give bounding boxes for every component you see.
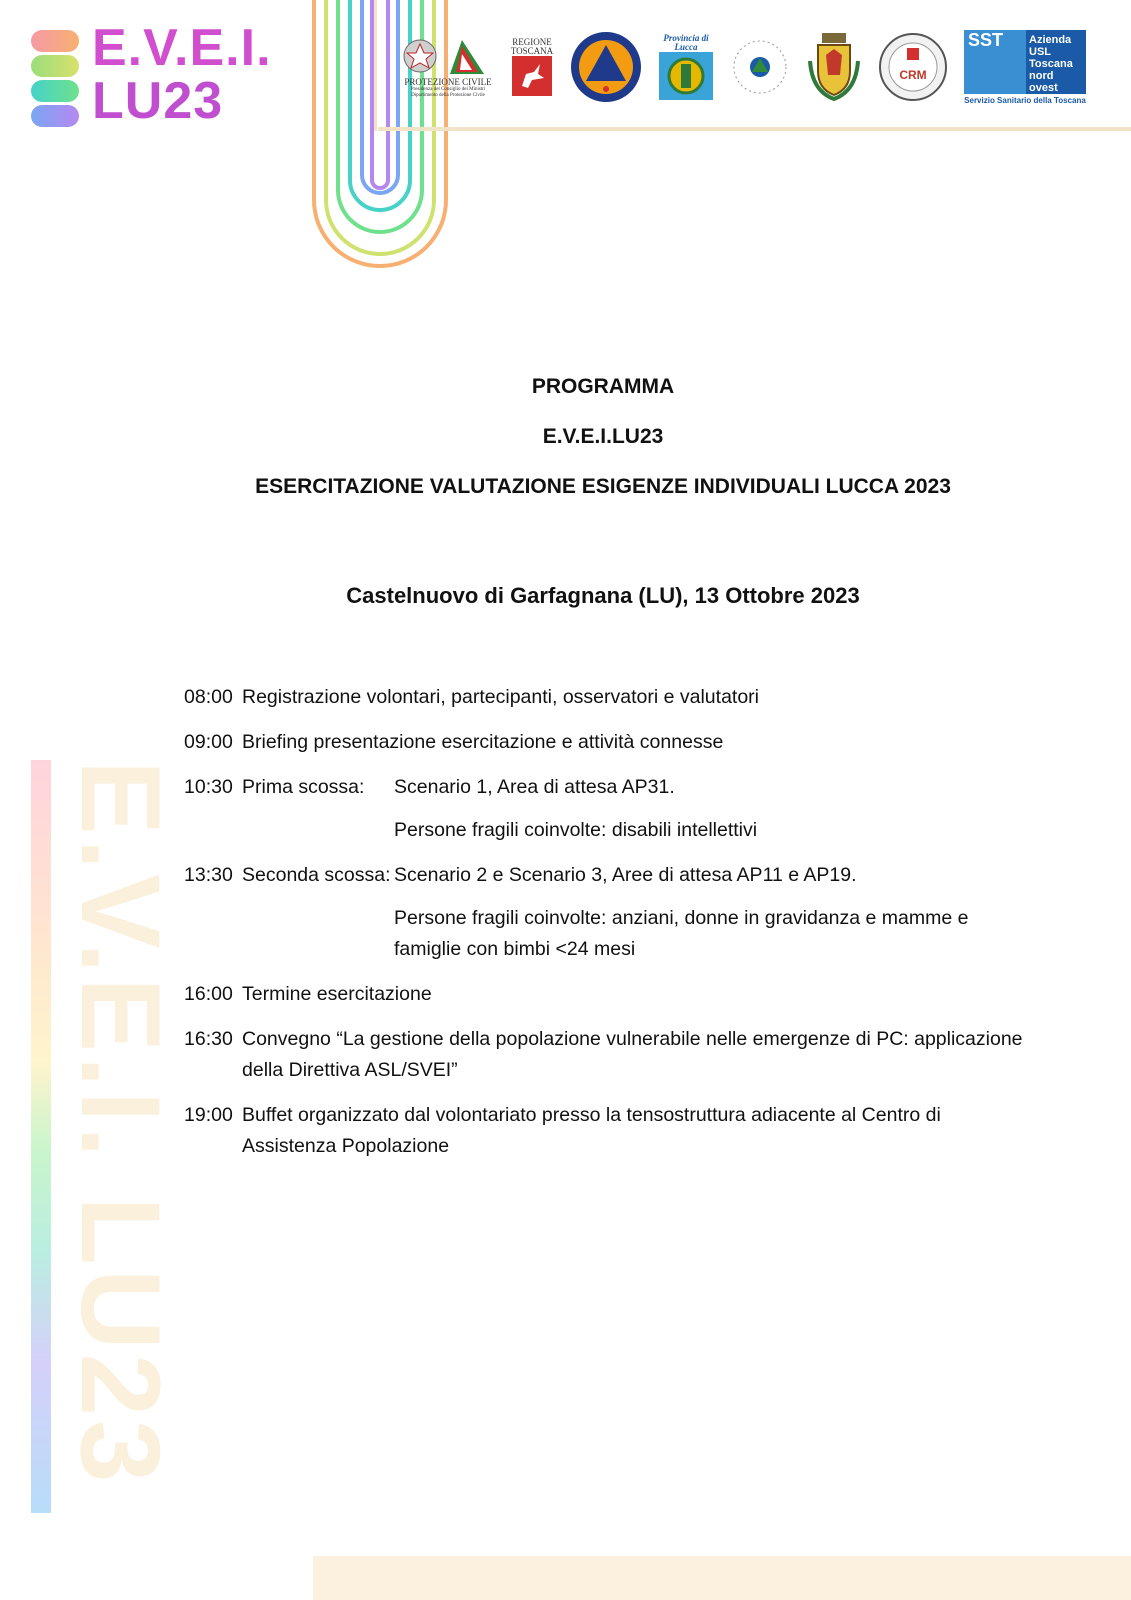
schedule-time: 08:00 [184,686,233,708]
comune-crest-logo [806,31,862,103]
place-and-date: Castelnuovo di Garfagnana (LU), 13 Ottobre 2023 [346,583,860,608]
crm-seal-icon [878,32,948,102]
schedule-text: Scenario 2 e Scenario 3, Aree di attesa AP11 e AP19. [394,864,857,886]
schedule-time: 16:30 [184,1028,233,1050]
civil-protection-triangle-icon [570,31,642,103]
schedule-text: Scenario 1, Area di attesa AP31. [394,776,675,798]
schedule-time: 16:00 [184,983,233,1005]
usl-line3: Toscana [1029,57,1073,70]
schedule-time: 19:00 [184,1104,233,1126]
schedule-time: 13:30 [184,864,233,886]
schedule-label: Seconda scossa: [242,864,391,886]
schedule [184,682,1024,1176]
schedule-item [184,1100,1024,1162]
logo-pills [31,30,79,130]
logo-pill [31,80,79,102]
sst-badge: SST [964,30,1026,94]
header-rule-vertical [374,0,377,131]
schedule-text: Buffet organizzato dal volontariato presso la tensostruttura adiacente al Centro di Assistenza Popolazione [242,1104,941,1157]
crm-caption: CRM [899,68,927,82]
schedule-item [184,727,1024,758]
protezione-civile-icon [402,36,494,78]
unione-comuni-garfagnana-logo [730,32,790,102]
header-rule [378,127,1131,131]
usl-line4: nord ovest [1029,69,1058,94]
logo-pill [31,105,79,127]
protezione-civile-toscana-logo [570,31,642,103]
usl-caption: Servizio Sanitario della Toscana [964,95,1086,105]
schedule-text: Termine esercitazione [242,983,432,1005]
schedule-item [184,682,1024,713]
protezione-civile-sub1: Presidenza del Consiglio dei Ministri [410,86,486,92]
usl-toscana-logo [964,30,1086,105]
schedule-text: Briefing presentazione esercitazione e attività connesse [242,731,724,753]
title-programma: PROGRAMMA [531,375,675,398]
usl-line1: Azienda [1029,33,1072,46]
schedule-item [184,860,1024,891]
side-watermark: E.V.E.I. LU23 [58,760,183,1487]
unione-comuni-icon [730,32,790,102]
crm-logo [878,32,948,102]
provincia-di-lucca-logo [658,34,714,100]
schedule-text: Registrazione volontari, partecipanti, osservatori e valutatori [242,686,760,708]
logo-pill [31,30,79,52]
schedule-item [184,979,1024,1010]
logo-line2: LU23 [92,72,224,130]
regione-toscana-caption: REGIONE TOSCANA [510,37,554,56]
schedule-label: Prima scossa: [242,776,365,798]
side-gradient-bar [31,760,51,1513]
schedule-subtext: Persone fragili coinvolte: anziani, donne in gravidanza e mamme e famiglie con bimbi <24 mesi [394,907,969,960]
protezione-civile-sub2: Dipartimento della Protezione Civile [411,92,485,98]
schedule-time: 10:30 [184,776,233,798]
usl-label [1026,30,1086,94]
bottom-band [313,1556,1131,1600]
schedule-item [184,772,1024,803]
schedule-time: 09:00 [184,731,233,753]
regione-toscana-logo [510,38,554,96]
partner-logos [402,28,1102,106]
logo-pill [31,55,79,77]
pegaso-icon [512,56,552,96]
schedule-item [184,1024,1024,1086]
usl-line2: USL [1029,45,1051,58]
provincia-lucca-caption: Provincia di Lucca [663,33,709,52]
municipal-crest-icon [806,31,862,103]
provincia-crest-icon [659,52,713,100]
logo-wordmark [92,19,272,130]
title-event-name: ESERCITAZIONE VALUTAZIONE ESIGENZE INDIVIDUALI LUCCA 2023 [255,475,951,498]
schedule-text: Convegno “La gestione della popolazione vulnerabile nelle emergenze di PC: applicazione della Direttiva ASL/SVEI” [242,1028,1023,1081]
logo-line1: E.V.E.I. [92,19,272,77]
protezione-civile-logo [402,36,494,99]
schedule-subtext: Persone fragili coinvolte: disabili intellettivi [394,819,758,841]
title-block [0,376,1131,526]
title-event-code: E.V.E.I.LU23 [542,425,664,448]
protezione-civile-caption: PROTEZIONE CIVILE [404,76,492,87]
